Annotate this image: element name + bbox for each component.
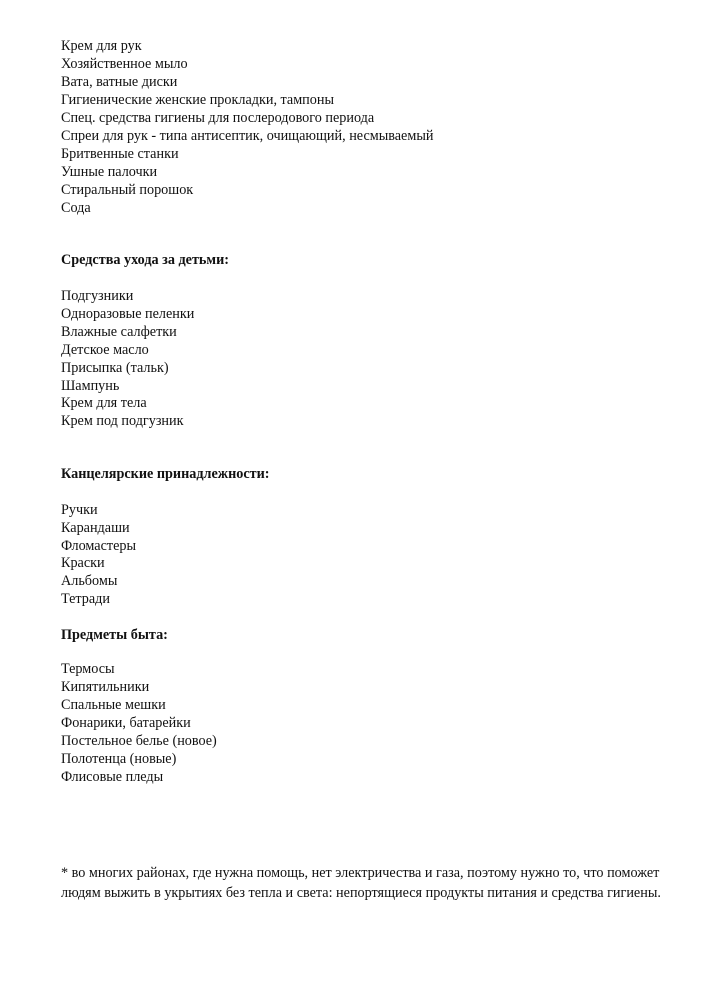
list-item: Спреи для рук - типа антисептик, очищающий, несмываемый: [61, 128, 434, 144]
list-item: Присыпка (тальк): [61, 360, 169, 376]
list-item: Крем под подгузник: [61, 413, 184, 429]
list-item: Флисовые пледы: [61, 769, 164, 785]
list-item: Полотенца (новые): [61, 751, 177, 767]
list-item: Альбомы: [61, 573, 118, 589]
list-item: Крем для рук: [61, 38, 142, 54]
list-item: Постельное белье (новое): [61, 733, 217, 749]
list-item: Фломастеры: [61, 538, 137, 554]
list-item: Влажные салфетки: [61, 324, 177, 340]
list-item: Детское масло: [61, 342, 149, 358]
list-item: Спец. средства гигиены для послеродового периода: [61, 110, 375, 126]
list-item: Тетради: [61, 591, 110, 607]
list-item: Одноразовые пеленки: [61, 306, 195, 322]
list-item: Бритвенные станки: [61, 146, 179, 162]
list-item: Ручки: [61, 502, 98, 518]
list-item: Подгузники: [61, 288, 134, 304]
section-heading-stationery: Канцелярские принадлежности:: [61, 466, 270, 482]
list-item: Термосы: [61, 661, 115, 677]
list-item: Сода: [61, 200, 91, 216]
list-item: Вата, ватные диски: [61, 74, 178, 90]
list-item: Гигиенические женские прокладки, тампоны: [61, 92, 334, 108]
list-item: Кипятильники: [61, 679, 150, 695]
list-item: Фонарики, батарейки: [61, 715, 191, 731]
list-item: Ушные палочки: [61, 164, 158, 180]
list-item: Стиральный порошок: [61, 182, 194, 198]
list-item: Крем для тела: [61, 395, 147, 411]
list-item: Спальные мешки: [61, 697, 166, 713]
section-heading-baby-care: Средства ухода за детьми:: [61, 252, 229, 268]
list-item: Карандаши: [61, 520, 130, 536]
list-item: Хозяйственное мыло: [61, 56, 188, 72]
footnote: * во многих районах, где нужна помощь, нет электричества и газа, поэтому нужно то, что поможет людям выжить в укрытиях без тепла и света: непортящиеся продукты питания и средства гигиены.: [61, 865, 661, 901]
list-item: Шампунь: [61, 378, 120, 394]
list-item: Краски: [61, 555, 105, 571]
section-heading-household: Предметы быта:: [61, 627, 168, 643]
